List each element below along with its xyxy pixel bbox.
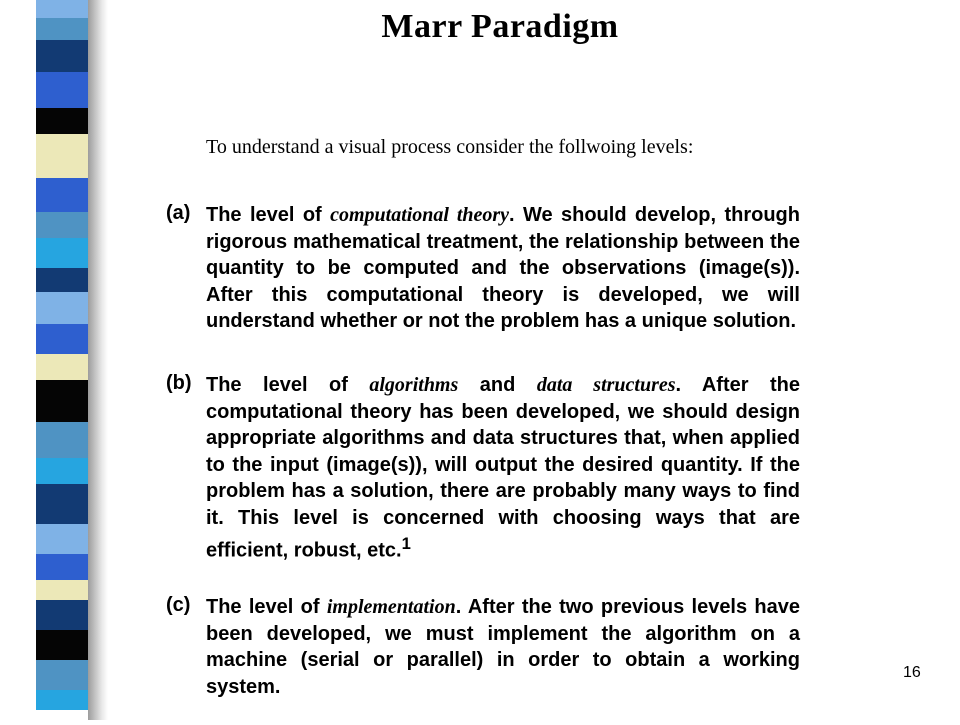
item-text bbox=[206, 594, 800, 700]
item-text bbox=[206, 372, 800, 564]
footnote-marker: 1 bbox=[401, 534, 411, 553]
stripe-segment bbox=[36, 134, 88, 178]
slide-title: Marr Paradigm bbox=[381, 8, 619, 45]
item-text-body: . After the two previous levels have been developed, we must implement the algorithm on a machine (serial or parallel) in order to obtain a working system. bbox=[206, 596, 801, 698]
document-intro: To understand a visual process consider the follwoing levels: bbox=[206, 136, 694, 158]
stripe-segment bbox=[36, 524, 88, 554]
item-text-body: . After the computational theory has been developed, we should design appropriate algorithms and data structures that, when applied to the input (image(s)), will output the desired quantity. If the problem has a solution, there are probably many ways to find it. This level is concerned with choosing ways that are efficient, robust, etc. bbox=[206, 374, 800, 562]
stripe-segment bbox=[36, 72, 88, 108]
item-term: implementation bbox=[326, 596, 456, 618]
item-text-lead: The level of bbox=[206, 596, 327, 618]
item-text bbox=[206, 202, 800, 335]
item-text-lead: The level of bbox=[206, 374, 370, 396]
item-label: (b) bbox=[166, 372, 192, 394]
stripe-segment bbox=[36, 422, 88, 458]
item-label: (a) bbox=[166, 202, 191, 224]
item-text-lead: The level of bbox=[206, 204, 331, 226]
item-label: (c) bbox=[166, 594, 191, 616]
stripe-segment bbox=[36, 268, 88, 292]
stripe-segment bbox=[36, 354, 88, 380]
stripe-segment bbox=[36, 238, 88, 268]
stripe-segment bbox=[36, 178, 88, 212]
page-number: 16 bbox=[903, 664, 921, 681]
stripe-segment bbox=[36, 292, 88, 324]
item-term: computational theory bbox=[330, 204, 510, 226]
stripe-segment bbox=[36, 630, 88, 660]
item-text-body: . We should develop, through rigorous mathematical treatment, the relationship between the quantity to be computed and the observations (image(s)). After this computational theory is developed, we will understand whether or not the problem has a unique solution. bbox=[206, 204, 800, 332]
stripe-segment bbox=[36, 212, 88, 238]
stripe-segment bbox=[36, 660, 88, 690]
stripe-segment bbox=[36, 690, 88, 710]
item-text-join: and bbox=[458, 374, 537, 396]
stripe-segment bbox=[36, 458, 88, 484]
stripe-segment bbox=[36, 554, 88, 580]
stripe-segment bbox=[36, 324, 88, 354]
stripe-segment bbox=[36, 380, 88, 422]
stripe-segment bbox=[36, 580, 88, 600]
stripe-segment bbox=[36, 108, 88, 134]
scanned-document bbox=[160, 126, 810, 696]
item-term: algorithms bbox=[369, 374, 459, 396]
stripe-shadow bbox=[88, 0, 108, 720]
stripe-segment bbox=[36, 484, 88, 524]
stripe-segment bbox=[36, 600, 88, 630]
item-term-2: data structures bbox=[536, 374, 676, 396]
